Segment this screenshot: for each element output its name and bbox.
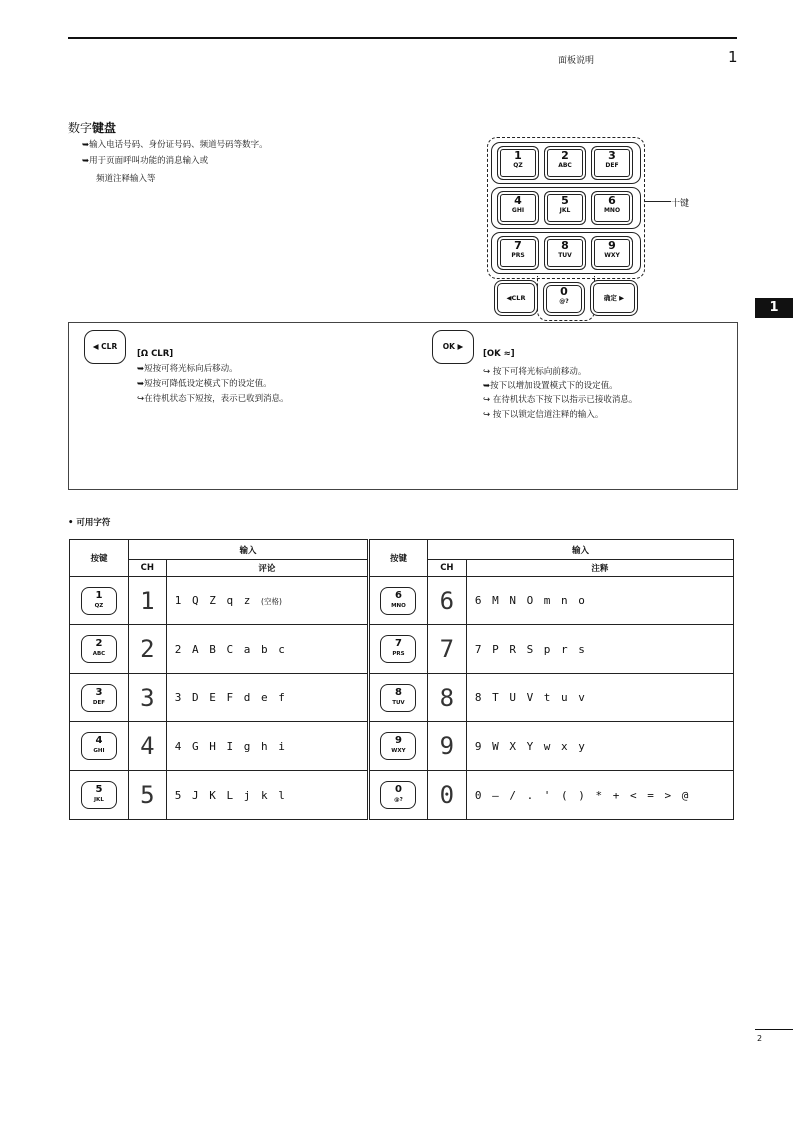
lcd-digit: 4 <box>128 722 166 771</box>
ok-line-4: ↪ 按下以锁定信道注释的输入。 <box>483 410 604 420</box>
section-title: 数字键盘 <box>68 121 117 135</box>
char-list: 6 M N O m n o <box>466 577 733 625</box>
table-header-input: 输入 <box>427 540 733 560</box>
header-section-title: 面板说明 <box>558 56 595 66</box>
chapter-tab: 1 <box>755 298 793 318</box>
key-5-icon: 5 JKL <box>81 781 117 809</box>
char-list: 3 D E F d e f <box>166 674 367 722</box>
table-row <box>70 771 368 820</box>
table-row <box>70 577 368 625</box>
key-0-icon: 0 @? <box>380 781 416 809</box>
ok-title: [OK ≈] <box>483 349 515 359</box>
key-3: 3 DEF <box>591 146 633 180</box>
lcd-digit: 2 <box>128 625 166 674</box>
table-header-note: 注释 <box>466 560 733 577</box>
lcd-digit: 5 <box>128 771 166 820</box>
ok-line-3: ↪ 在待机状态下按下以指示已接收消息。 <box>483 395 638 405</box>
key-0: 0 @? <box>543 282 585 316</box>
char-list: 8 T U V t u v <box>466 674 733 722</box>
table-row <box>370 625 734 674</box>
lcd-digit: 8 <box>427 674 466 722</box>
available-chars-title: • 可用字符 <box>68 518 111 528</box>
table-header-input: 输入 <box>128 540 367 560</box>
key-4: 4 GHI <box>497 191 539 225</box>
clr-line-2: ➥短按可降低设定模式下的设定值。 <box>137 379 272 389</box>
lcd-digit: 6 <box>427 577 466 625</box>
lcd-digit: 3 <box>128 674 166 722</box>
char-table-left <box>69 539 368 820</box>
key-description-box <box>68 322 738 490</box>
key-6: 6 MNO <box>591 191 633 225</box>
table-header-key: 按键 <box>70 540 129 577</box>
table-header-ch: CH <box>128 560 166 577</box>
table-row <box>370 674 734 722</box>
key-6-icon: 6 MNO <box>380 587 416 615</box>
clr-softkey: ◀CLR <box>494 280 538 316</box>
section-bullet-1: ➥输入电话号码、身份证号码、频道号码等数字。 <box>82 140 268 150</box>
table-row <box>70 674 368 722</box>
char-list: 5 J K L j k l <box>166 771 367 820</box>
char-list: 9 W X Y w x y <box>466 722 733 771</box>
char-list: 4 G H I g h i <box>166 722 367 771</box>
key-4-icon: 4 GHI <box>81 732 117 760</box>
keypad-illustration <box>487 137 645 279</box>
lcd-digit: 7 <box>427 625 466 674</box>
ok-line-2: ➥按下以增加设置模式下的设定值。 <box>483 381 618 391</box>
char-list: 2 A B C a b c <box>166 625 367 674</box>
table-row <box>70 722 368 771</box>
keypad-callout-label: 十键 <box>671 199 690 209</box>
key-2: 2 ABC <box>544 146 586 180</box>
keypad-row-1 <box>491 142 641 184</box>
header-rule <box>68 37 737 39</box>
char-list: 7 P R S p r s <box>466 625 733 674</box>
header-chapter-number: 1 <box>728 48 738 66</box>
clr-title: [Ω CLR] <box>137 349 174 359</box>
char-table-right <box>369 539 734 820</box>
table-header-ch: CH <box>427 560 466 577</box>
table-row <box>370 577 734 625</box>
clr-line-1: ➥短按可将光标向后移动。 <box>137 364 238 374</box>
section-bullet-3: 频道注释输入等 <box>96 174 156 184</box>
key-7: 7 PRS <box>497 236 539 270</box>
lcd-digit: 9 <box>427 722 466 771</box>
key-9-icon: 9 WXY <box>380 732 416 760</box>
key-7-icon: 7 PRS <box>380 635 416 663</box>
callout-leader-line <box>645 201 671 202</box>
table-header-key: 按键 <box>370 540 428 577</box>
keypad-row-3 <box>491 232 641 274</box>
ok-button-icon: OK ▶ <box>432 330 474 364</box>
clr-line-3: ↪在待机状态下短按，表示已收到消息。 <box>137 394 289 404</box>
key-8-icon: 8 TUV <box>380 684 416 712</box>
table-row <box>370 771 734 820</box>
key-8: 8 TUV <box>544 236 586 270</box>
key-9: 9 WXY <box>591 236 633 270</box>
char-list: 0 – / . ' ( ) * + < = > @ <box>466 771 733 820</box>
section-bullet-2: ➥用于页面呼叫功能的消息输入或 <box>82 156 209 166</box>
lcd-digit: 0 <box>427 771 466 820</box>
key-1: 1 QZ <box>497 146 539 180</box>
table-row <box>70 625 368 674</box>
keypad-row-2 <box>491 187 641 229</box>
table-header-comment: 评论 <box>166 560 367 577</box>
lcd-digit: 1 <box>128 577 166 625</box>
key-3-icon: 3 DEF <box>81 684 117 712</box>
ok-softkey: 确定 ▶ <box>590 280 638 316</box>
ok-line-1: ↪ 按下可将光标向前移动。 <box>483 367 587 377</box>
footer-rule <box>755 1029 793 1030</box>
table-row <box>370 722 734 771</box>
key-1-icon: 1 QZ <box>81 587 117 615</box>
char-list: 1 Q Z q z (空格) <box>166 577 367 625</box>
clr-button-icon: ◀ CLR <box>84 330 126 364</box>
page-number: 2 <box>757 1034 763 1043</box>
key-2-icon: 2 ABC <box>81 635 117 663</box>
key-5: 5 JKL <box>544 191 586 225</box>
